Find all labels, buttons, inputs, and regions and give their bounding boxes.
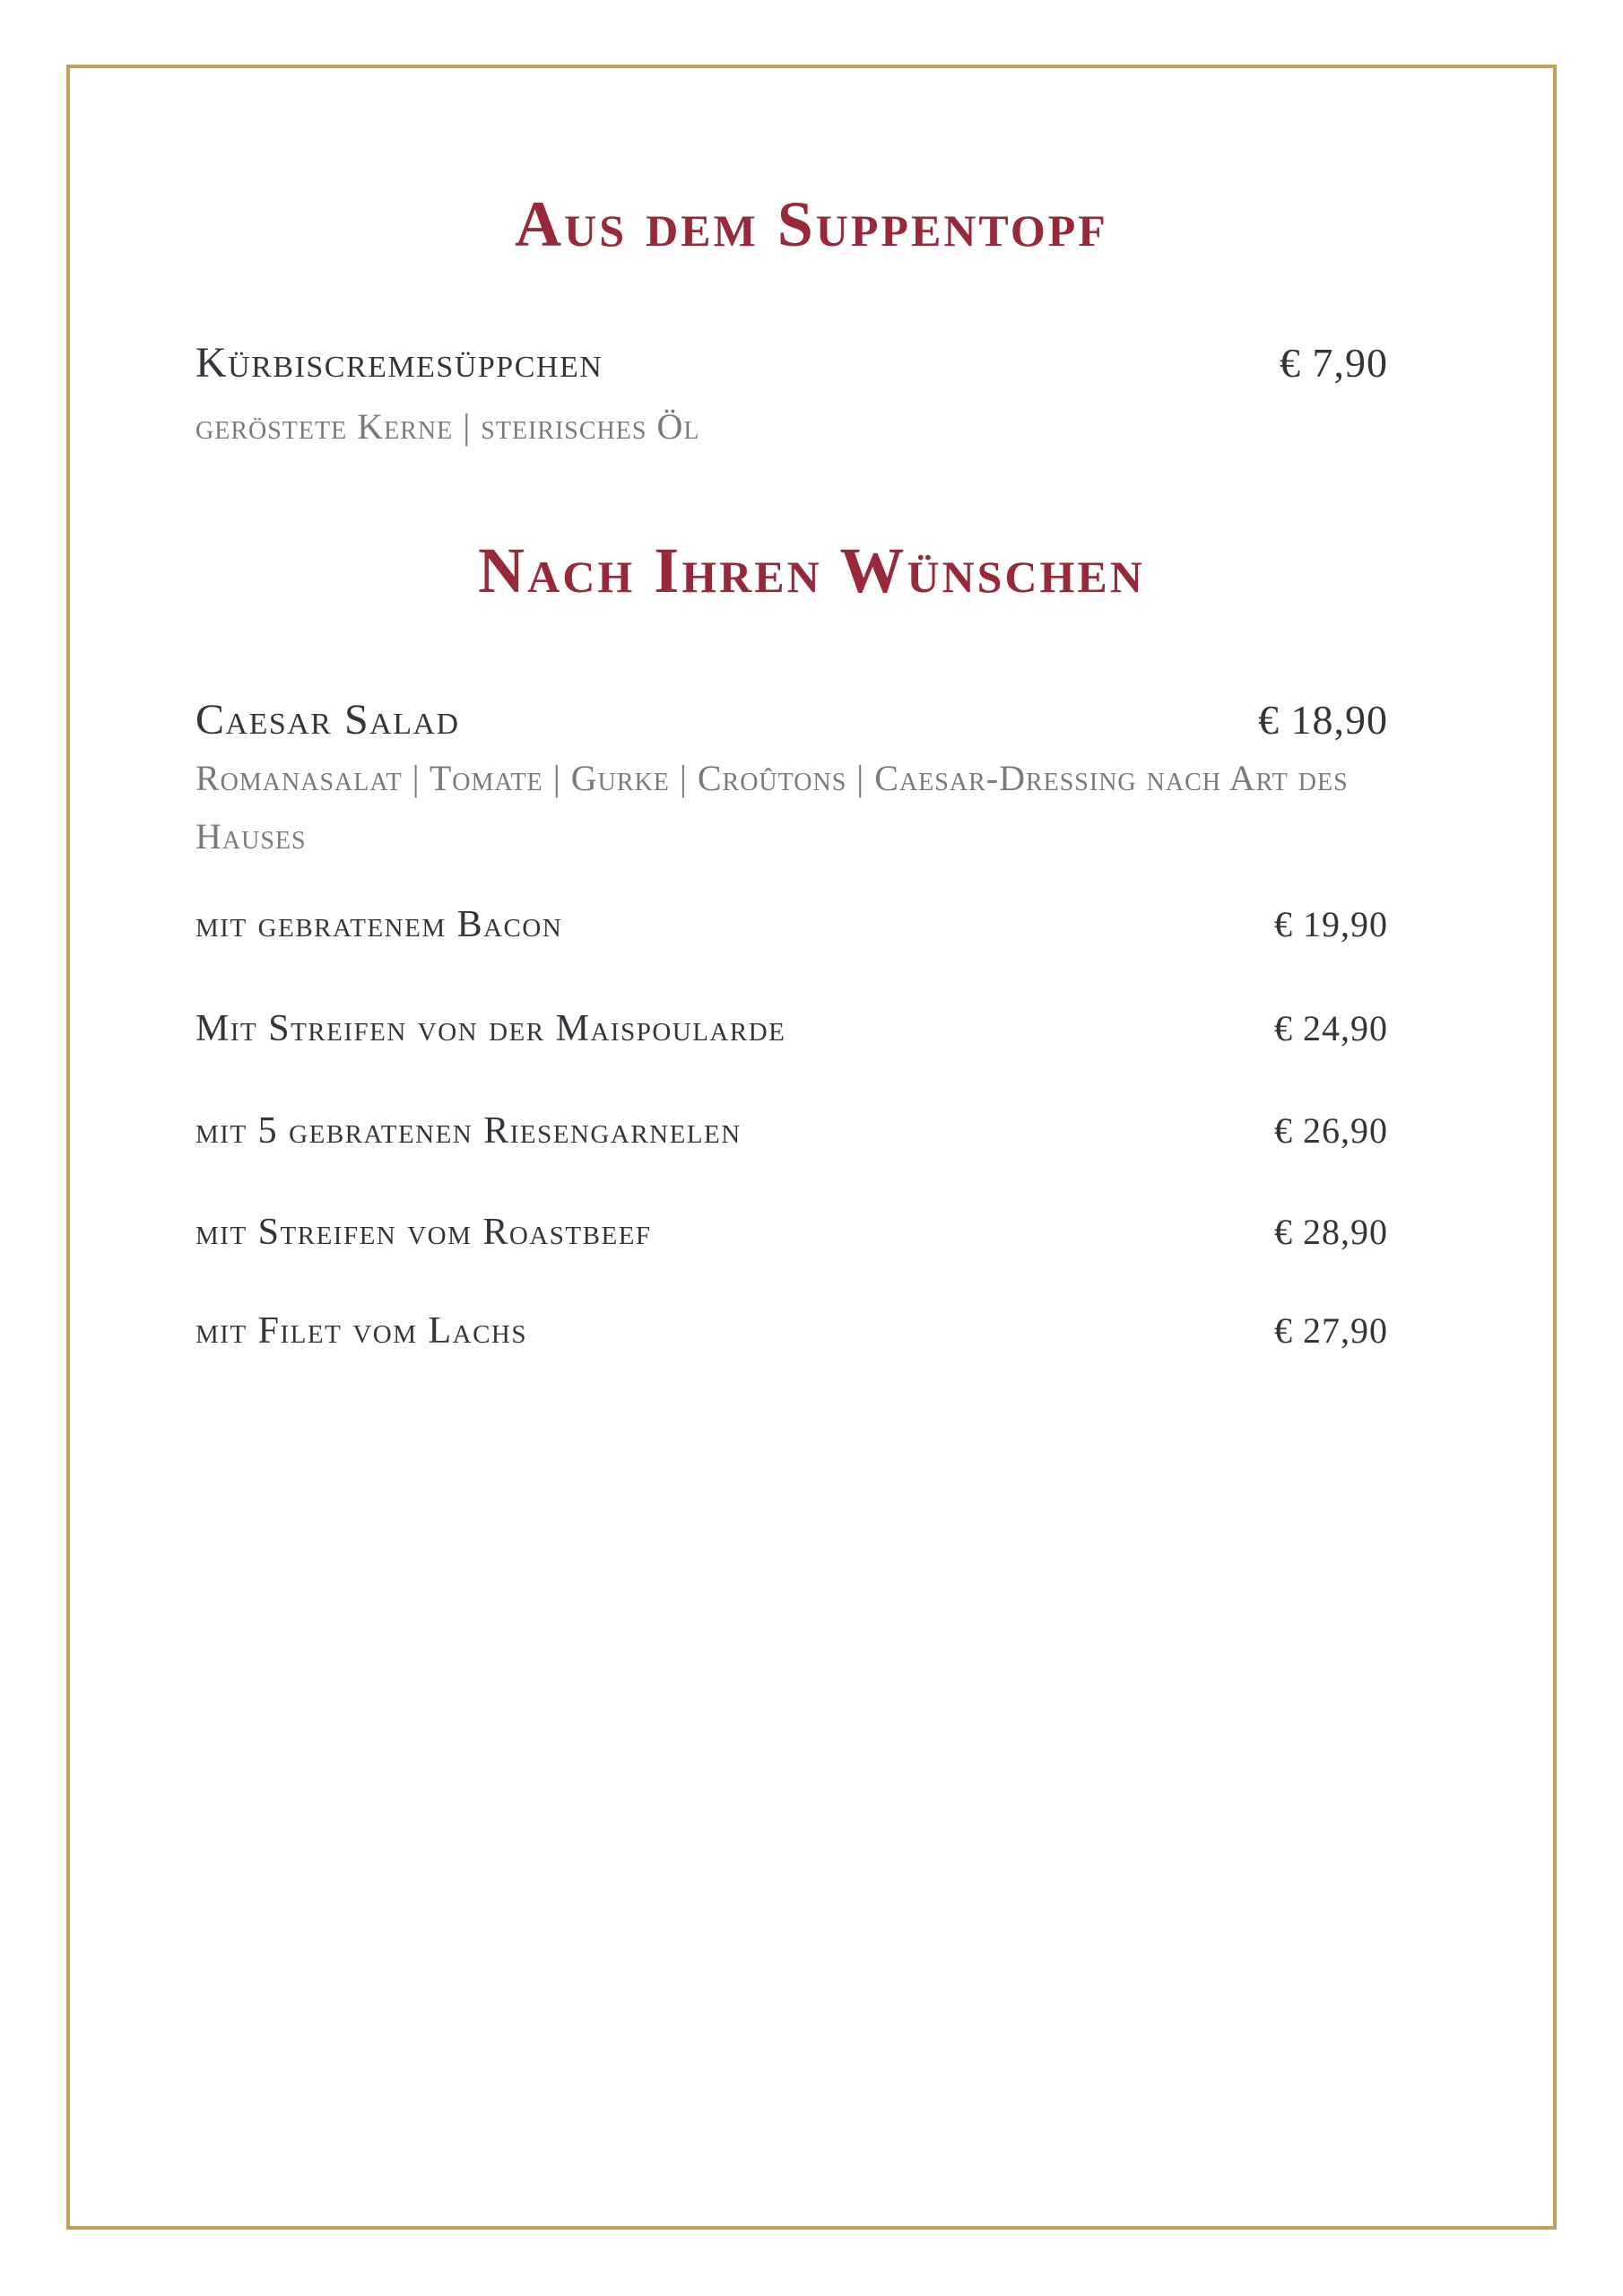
item-price: € 27,90 [1274, 1310, 1388, 1351]
item-price: € 28,90 [1274, 1212, 1388, 1252]
item-description: geröstete Kerne | steirisches Öl [195, 406, 700, 447]
menu-item-row [195, 906, 1388, 944]
section-title-suppentopf: Aus dem Suppentopf [515, 188, 1108, 260]
section-title-wuensche: Nach Ihren Wünschen [478, 535, 1145, 606]
item-price: € 26,90 [1274, 1110, 1388, 1151]
menu-item-row [195, 1312, 1388, 1350]
menu-item-row [195, 339, 1388, 387]
menu-item-row [195, 696, 1388, 744]
item-description: Romanasalat | Tomate | Gurke | Croûtons | Caesar-Dressing nach Art des Hauses [195, 758, 1349, 857]
item-name: Mit Streifen von der Maispoularde [195, 1008, 786, 1049]
menu-item-row [195, 1112, 1388, 1150]
item-name: mit 5 gebratenen Riesengarnelen [195, 1110, 742, 1152]
item-name: mit gebratenem Bacon [195, 904, 563, 945]
item-price: € 18,90 [1258, 697, 1388, 743]
menu-item-row [195, 1213, 1388, 1251]
menu-item-row [195, 1010, 1388, 1048]
item-name: mit Filet vom Lachs [195, 1310, 527, 1352]
item-name: Kürbiscremesüppchen [195, 339, 603, 387]
item-price: € 24,90 [1274, 1008, 1388, 1048]
item-name: Caesar Salad [195, 696, 460, 744]
item-price: € 7,90 [1280, 340, 1388, 386]
item-name: mit Streifen vom Roastbeef [195, 1212, 652, 1253]
item-price: € 19,90 [1274, 904, 1388, 944]
